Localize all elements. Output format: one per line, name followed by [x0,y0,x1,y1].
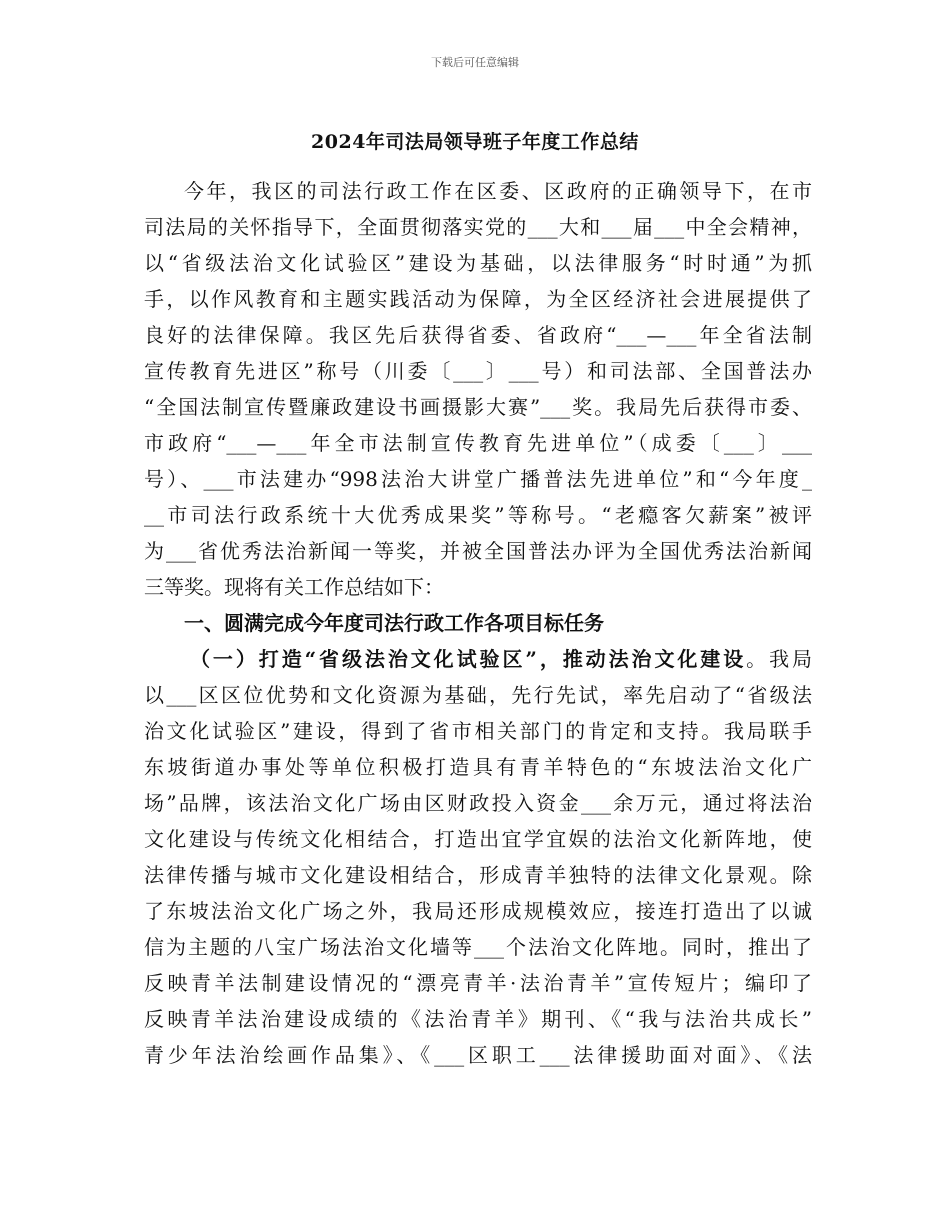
document-body [144,173,812,1073]
text-line: 场”品牌，该法治文化广场由区财政投入资金___余万元，通过将法治 [144,791,812,815]
text-line: 宣传教育先进区”称号（川委〔___〕___号）和司法部、全国普法办 [144,359,812,383]
text-line: 为___省优秀法治新闻一等奖，并被全国普法办评为全国优秀法治新闻 [144,539,812,563]
text-line: 青少年法治绘画作品集》、《___区职工___法律援助面对面》、《法 [144,1043,812,1067]
text-line: 今年，我区的司法行政工作在区委、区政府的正确领导下，在市 [184,179,812,203]
subsection-paragraph [144,641,812,1073]
intro-paragraph [144,173,812,605]
text-line: 手，以作风教育和主题实践活动为保障，为全区经济社会进展提供了 [144,287,812,311]
text-line: 良好的法律保障。我区先后获得省委、省政府“___—___年全省法制 [144,323,812,347]
subsection-heading: （一）打造“省级法治文化试验区”，推动法治文化建设 [190,647,747,671]
text-line: 反映青羊法制建设情况的“漂亮青羊·法治青羊”宣传短片；编印了 [144,971,812,995]
text-line: 以“省级法治文化试验区”建设为基础，以法律服务“时时通”为抓 [144,251,812,275]
text-line: “全国法制宣传暨廉政建设书画摄影大赛”___奖。我局先后获得市委、 [144,395,812,419]
text-line: 文化建设与传统文化相结合，打造出宜学宜娱的法治文化新阵地，使 [144,827,812,851]
document-title: 2024年司法局领导班子年度工作总结 [311,131,639,153]
text-line: 以___区区位优势和文化资源为基础，先行先试，率先启动了“省级法 [144,683,812,707]
text-line: 号）、___市法建办“998法治大讲堂广播普法先进单位”和“今年度_ [144,467,812,491]
text-line: 市政府“___—___年全市法制宣传教育先进单位”（成委〔___〕___ [144,431,812,455]
subsection-first-line [144,641,812,677]
text-line: 了东坡法治文化广场之外，我局还形成规模效应，接连打造出了以诚 [144,899,812,923]
text-line: 信为主题的八宝广场法治文化墙等___个法治文化阵地。同时，推出了 [144,935,812,959]
text-line: 三等奖。现将有关工作总结如下： [144,575,444,599]
text-line: __市司法行政系统十大优秀成果奖”等称号。“老瘾客欠薪案”被评 [144,503,812,527]
text-line: 法律传播与城市文化建设相结合，形成青羊独特的法律文化景观。除 [144,863,812,887]
text-line: 东坡街道办事处等单位积极打造具有青羊特色的“东坡法治文化广 [144,755,812,779]
text-line: 司法局的关怀指导下，全面贯彻落实党的___大和___届___中全会精神， [144,215,812,239]
section-heading: 一、圆满完成今年度司法行政工作各项目标任务 [184,611,604,635]
text-line: 治文化试验区”建设，得到了省市相关部门的肯定和支持。我局联手 [144,719,812,743]
subsection-heading-tail: 。我局 [746,647,813,671]
header-note: 下载后可任意编辑 [431,56,519,69]
text-line: 反映青羊法治建设成绩的《法治青羊》期刊、《“我与法治共成长” [144,1007,812,1031]
